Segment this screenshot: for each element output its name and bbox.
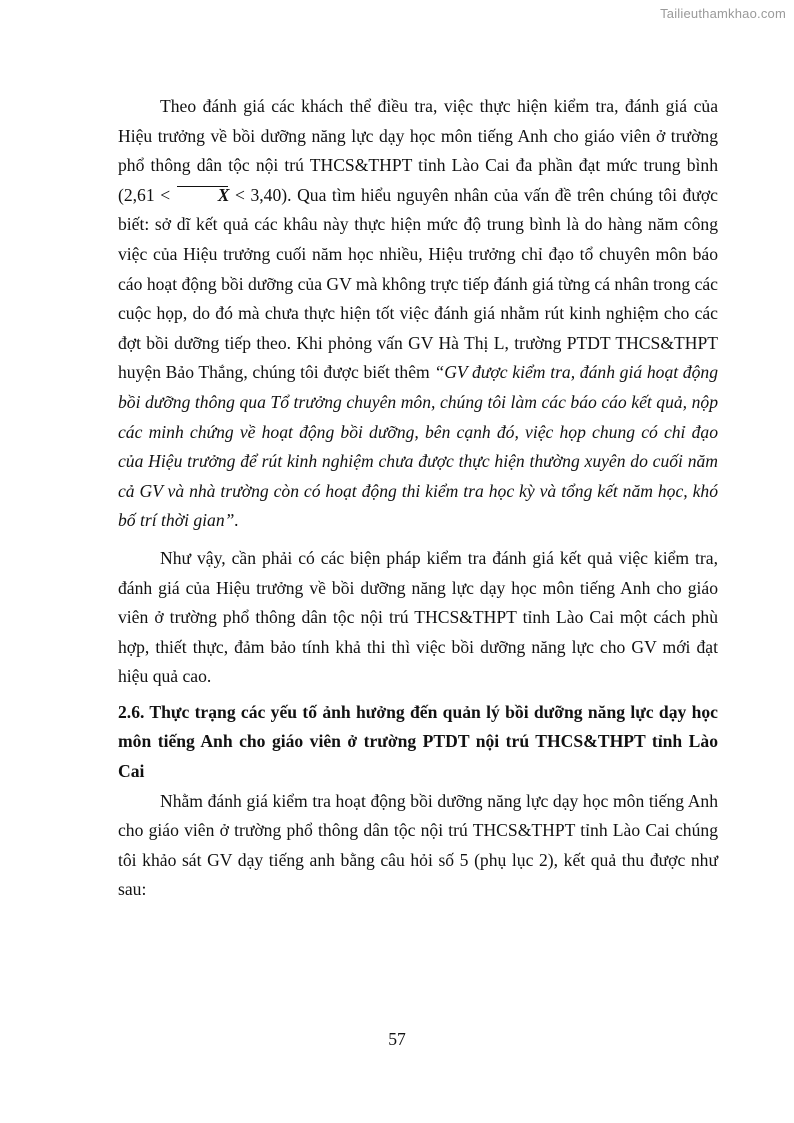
paragraph-survey: Nhằm đánh giá kiểm tra hoạt động bồi dưỡng năng lực dạy học môn tiếng Anh cho giáo viên ở trường phổ thông dân tộc nội trú THCS&THPT tỉnh Lào Cai chúng tôi khảo sát GV dạy tiếng anh bằng câu hỏi số 5 (phụ lục 2), kết quả thu được như sau: bbox=[118, 790, 718, 900]
page-body bbox=[118, 92, 718, 905]
section-heading: 2.6. Thực trạng các yếu tố ảnh hưởng đến quản lý bồi dưỡng năng lực dạy học môn tiếng Anh cho giáo viên ở trường PTDT nội trú THCS&THPT tỉnh Lào Cai bbox=[118, 701, 718, 782]
mean-symbol: X bbox=[176, 181, 230, 211]
interview-quote: “GV được kiểm tra, đánh giá hoạt động bồi dưỡng thông qua Tổ trưởng chuyên môn, chúng tôi làm các báo cáo kết quả, nộp các minh chứng về hoạt động bồi dưỡng, bên cạnh đó, việc họp chung có chỉ đạo của Hiệu trưởng để rút kinh nghiệm chưa được thực hiện thường xuyên do cuối năm cả GV và nhà trường còn có hoạt động thi kiểm tra học kỳ và tổng kết năm học, khó bố trí thời gian”. bbox=[118, 362, 718, 531]
paragraph-evaluation bbox=[118, 92, 718, 536]
page-number: 57 bbox=[388, 1029, 406, 1049]
paragraph-evaluation-text-2: < 3,40). Qua tìm hiểu nguyên nhân của vấn đề trên chúng tôi được biết: sở dĩ kết quả các khâu này thực hiện mức độ trung bình là do hàng năm công việc của Hiệu trưởng cuối năm học nhiều, Hiệu trưởng chỉ đạo tổ chuyên môn báo cáo hoạt động bồi dưỡng của GV mà không trực tiếp đánh giá từng cá nhân trong các cuộc họp, do đó mà chưa thực hiện tốt việc đánh giá nhằm rút kinh nghiệm cho các đợt bồi dưỡng tiếp theo. Khi phỏng vấn GV Hà Thị L, trường PTDT THCS&THPT huyện Bảo Thắng, chúng tôi được biết thêm bbox=[118, 184, 718, 383]
paragraph-evaluation-text-1: Theo đánh giá các khách thể điều tra, việc thực hiện kiểm tra, đánh giá của Hiệu trưởng về bồi dưỡng năng lực dạy học môn tiếng Anh cho giáo viên ở trường phổ thông dân tộc nội trú THCS&THPT tỉnh Lào Cai đa phần đạt mức trung bình (2,61 < bbox=[118, 96, 718, 205]
paragraph-conclusion: Như vậy, cần phải có các biện pháp kiểm tra đánh giá kết quả việc kiểm tra, đánh giá của Hiệu trưởng về bồi dưỡng năng lực dạy học môn tiếng Anh cho giáo viên ở trường phổ thông dân tộc nội trú THCS&THPT tỉnh Lào Cai một cách phù hợp, thiết thực, đảm bảo tính khả thi thì việc bồi dưỡng năng lực cho GV mới đạt hiệu quả cao. bbox=[118, 547, 718, 687]
watermark: Tailieuthamkhao.com bbox=[660, 6, 786, 21]
